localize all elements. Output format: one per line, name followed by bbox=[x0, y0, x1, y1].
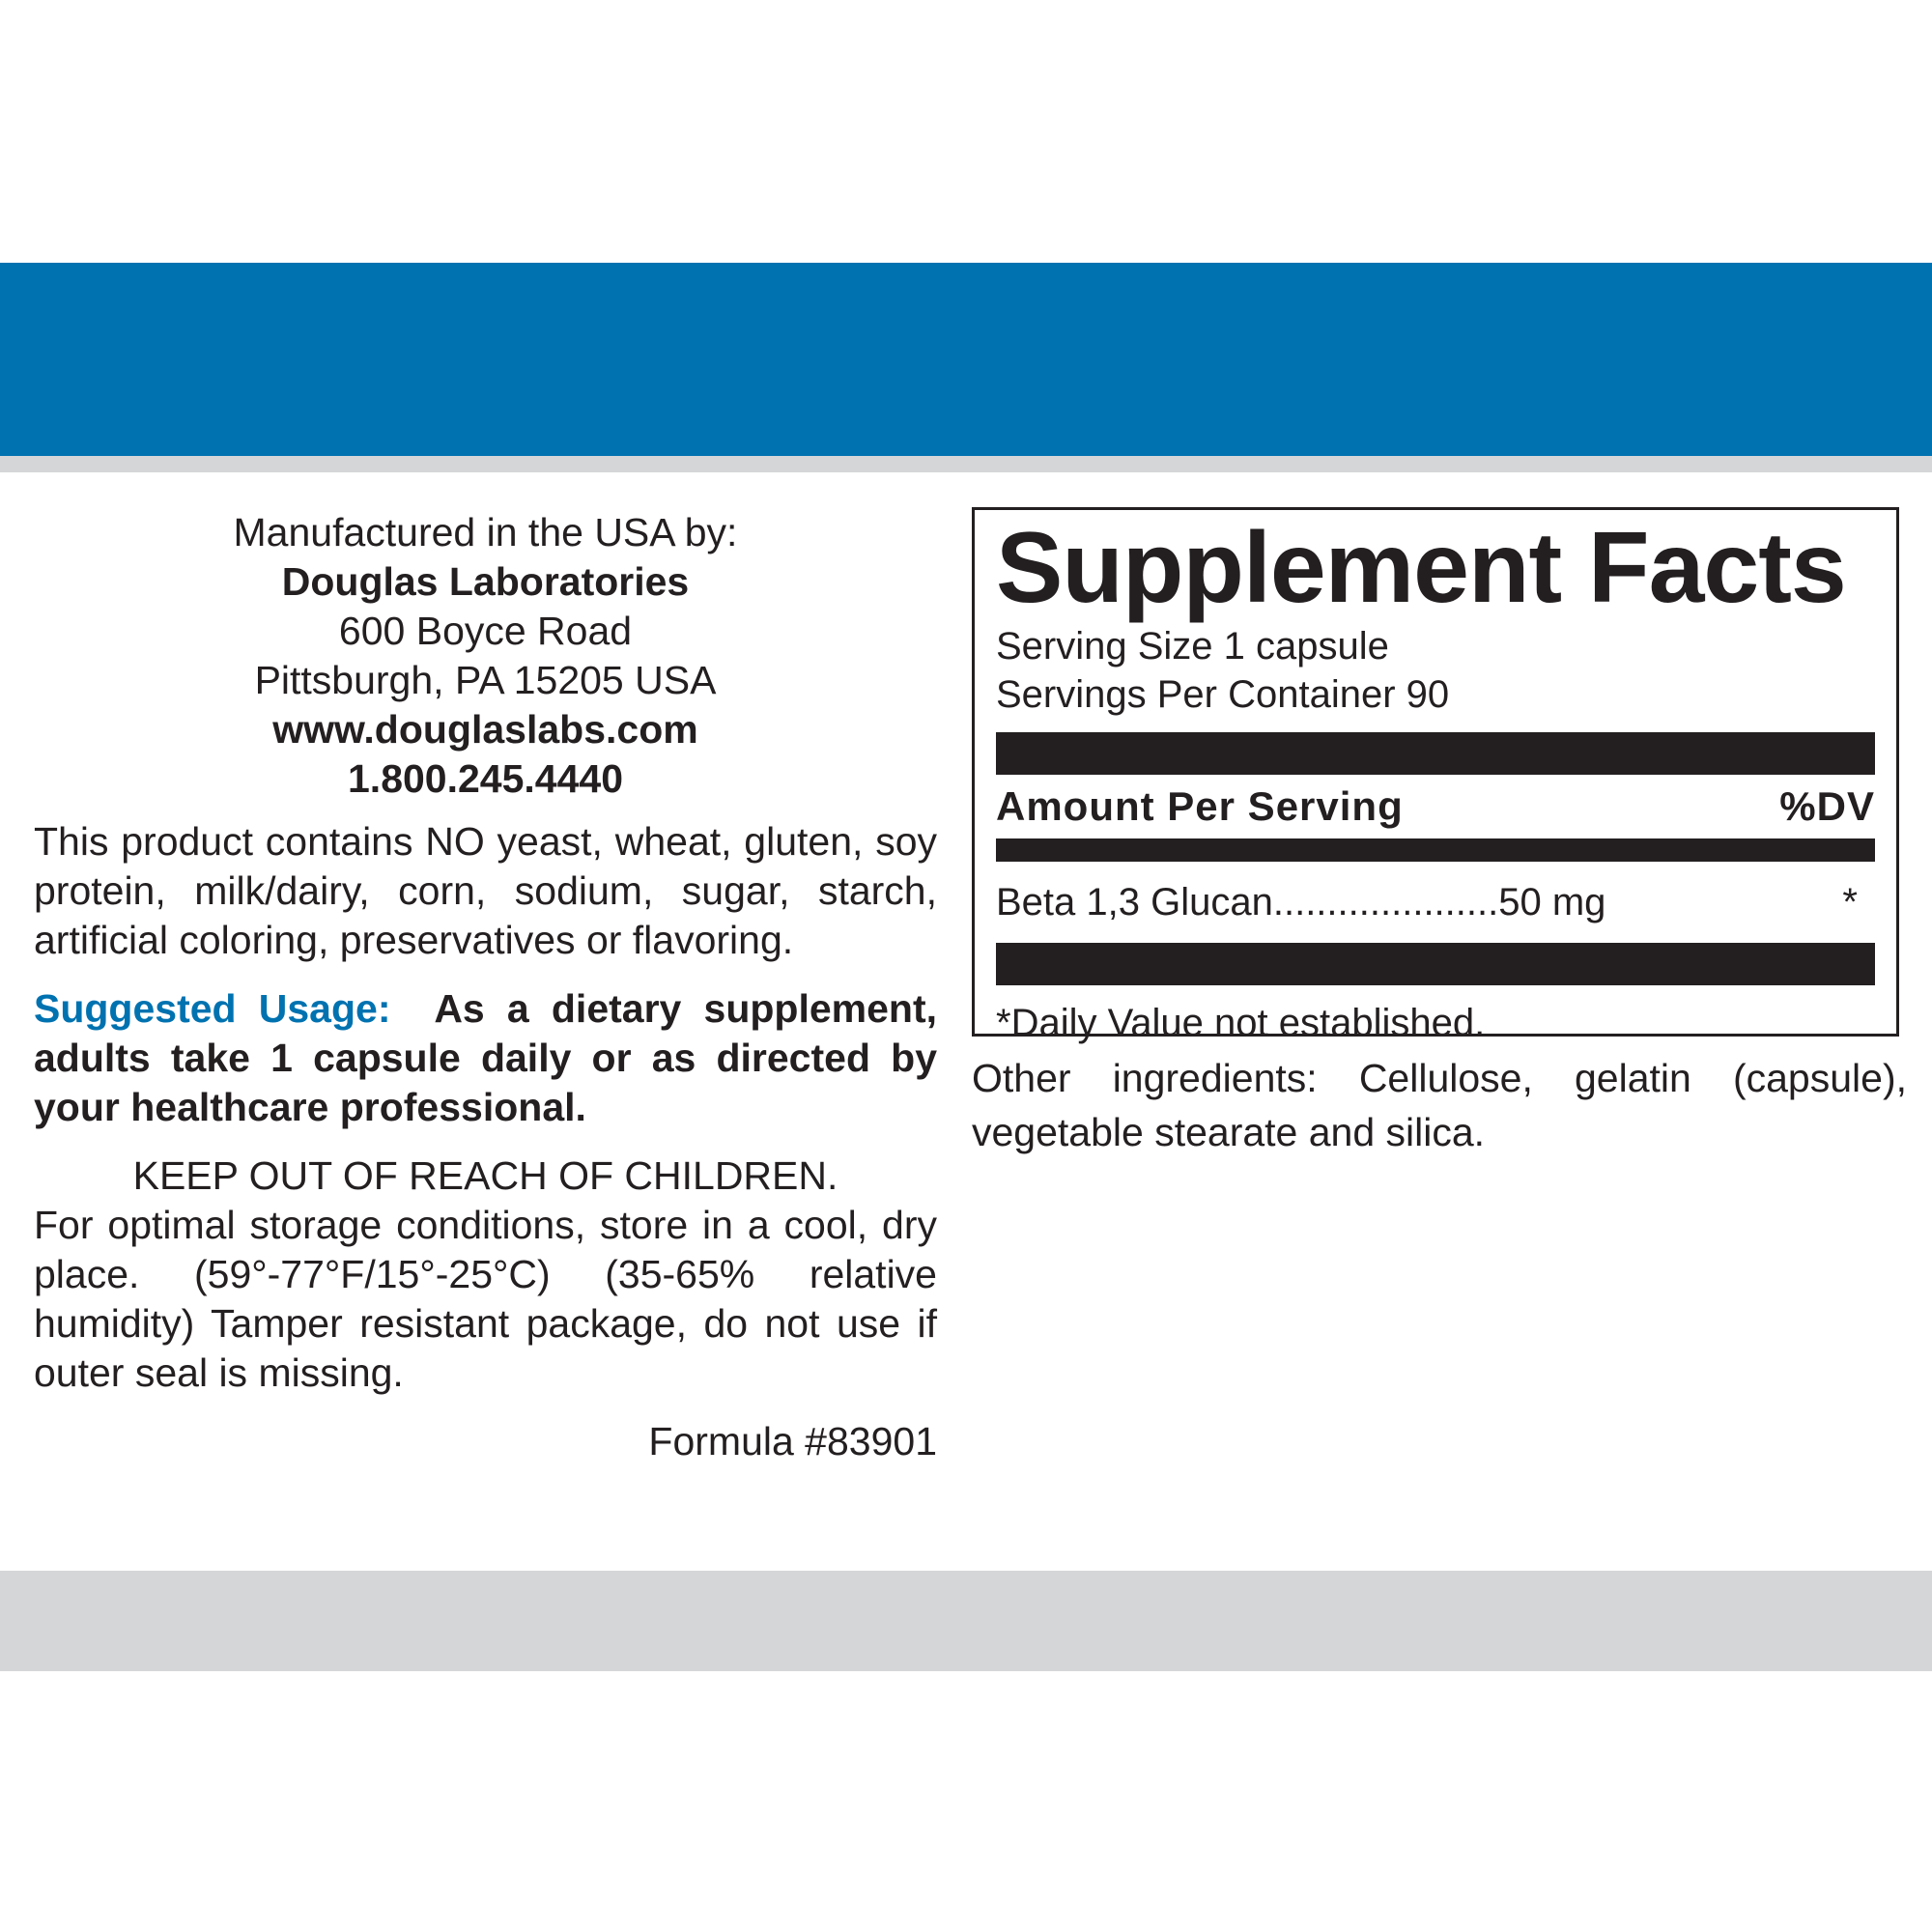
free-from-statement: This product contains NO yeast, wheat, gluten, soy protein, milk/dairy, corn, sodium, sugar, starch, artificial coloring, preservatives or flavoring. bbox=[34, 819, 937, 962]
manufacturer-block bbox=[34, 508, 937, 804]
manufacturer-website: www.douglaslabs.com bbox=[272, 707, 698, 752]
facts-divider-thick-bottom bbox=[996, 943, 1875, 985]
suggested-usage bbox=[34, 984, 937, 1132]
manufacturer-name: Douglas Laboratories bbox=[281, 559, 690, 604]
amount-header-row bbox=[996, 775, 1875, 838]
manufacturer-phone: 1.800.245.4440 bbox=[348, 756, 623, 801]
serving-size: Serving Size 1 capsule bbox=[996, 625, 1389, 668]
daily-value-footnote: *Daily Value not established. bbox=[996, 1002, 1486, 1044]
dv-header: %DV bbox=[1779, 783, 1875, 829]
ingredient-dv: * bbox=[1842, 880, 1858, 923]
formula-number: Formula #83901 bbox=[648, 1419, 937, 1463]
amount-per-serving-label: Amount Per Serving bbox=[996, 783, 1404, 829]
ingredient-row bbox=[996, 862, 1875, 943]
suggested-usage-text: As a dietary supplement, adults take 1 capsule daily or as directed by your healthcare professional. bbox=[34, 986, 937, 1129]
header-blue-band bbox=[0, 263, 1932, 456]
footer-grey-band bbox=[0, 1571, 1932, 1671]
supplement-facts-title: Supplement Facts bbox=[996, 512, 1846, 624]
servings-per-container: Servings Per Container 90 bbox=[996, 673, 1450, 716]
ingredient-name-amount: Beta 1,3 Glucan.....................50 mg bbox=[996, 880, 1606, 923]
header-grey-stripe bbox=[0, 456, 1932, 472]
left-column bbox=[34, 508, 937, 1466]
suggested-usage-label: Suggested Usage: bbox=[34, 986, 391, 1031]
other-ingredients: Other ingredients: Cellulose, gelatin (capsule), vegetable stearate and silica. bbox=[972, 1056, 1907, 1154]
manufacturer-street: 600 Boyce Road bbox=[338, 609, 633, 653]
supplement-facts-panel bbox=[972, 507, 1899, 1044]
manufacturer-intro: Manufactured in the USA by: bbox=[233, 510, 738, 554]
facts-divider-medium bbox=[996, 838, 1875, 862]
manufacturer-city: Pittsburgh, PA 15205 USA bbox=[254, 658, 717, 702]
storage-instructions: For optimal storage conditions, store in a cool, dry place. (59°-77°F/15°-25°C) (35-65% relative humidity) Tamper resistant package, do not use if outer seal is missing. bbox=[34, 1203, 937, 1395]
children-warning: KEEP OUT OF REACH OF CHILDREN. bbox=[132, 1153, 838, 1198]
facts-divider-thick bbox=[996, 732, 1875, 775]
